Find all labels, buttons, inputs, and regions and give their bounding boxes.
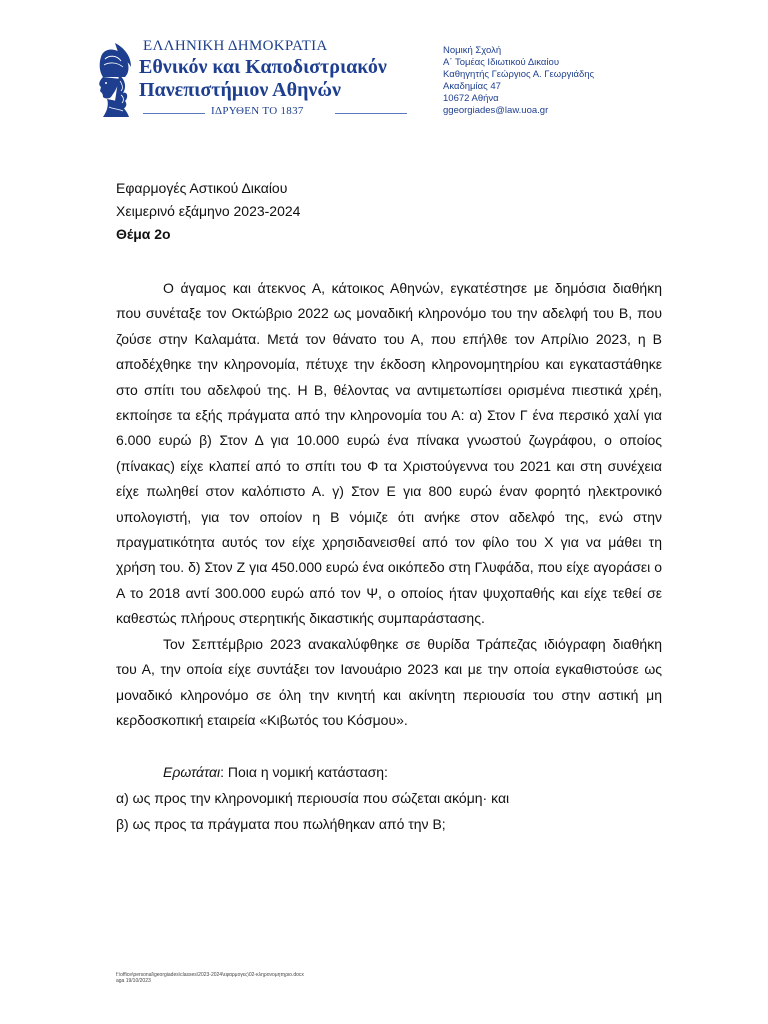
department-label: Α΄ Τομέας Ιδιωτικού Δικαίου [443, 57, 560, 68]
file-footer [116, 972, 304, 984]
university-header [139, 36, 429, 121]
professor-label: Καθηγητής Γεώργιος Α. Γεωργιάδης [443, 69, 595, 80]
hellenic-republic-label: ΕΛΛΗΝΙΚΗ ΔΗΜΟΚΡΑΤΙΑ [143, 38, 328, 54]
question-line [116, 759, 662, 785]
file-path: f:\office\personal\georgiades\classes\2023-2024\εφαρμογες\02-κληρονομητηριο.docx [116, 972, 304, 978]
file-date: aga 19/10/2023 [116, 978, 151, 984]
course-title: Εφαρμογές Αστικού Δικαίου [116, 180, 288, 196]
email-link[interactable]: ggeorgiades@law.uoa.gr [443, 105, 549, 116]
faculty-label: Νομική Σχολή [443, 45, 502, 56]
university-name-line2: Πανεπιστήμιον Αθηνών [139, 79, 341, 101]
founded-label: ΙΔΡΥΘΕΝ ΤΟ 1837 [211, 105, 304, 117]
university-name-line1: Εθνικόν και Καποδιστριακόν [139, 56, 387, 78]
topic-heading: Θέμα 2ο [116, 226, 171, 242]
case-paragraph-1: Ο άγαμος και άτεκνος Α, κάτοικος Αθηνών, εγκατέστησε με δημόσια διαθήκη που συνέταξε τον Οκτώβριο 2022 ως μοναδική κληρονόμο του την αδελφή του Β, που ζούσε στην Καλαμάτα. Μετά τον θάνατο του Α, που επήλθε τον Απρίλιο 2023, η Β αποδέχθηκε την κληρονομία, πέτυχε την έκδοση κληρονομητηρίου και εγκαταστάθηκε στο σπίτι του αδελφού της. Η Β, θέλοντας να αντιμετωπίσει ορισμένα πιεστικά χρέη, εκποίησε τα εξής πράγματα από την κληρονομία του Α: α) Στον Γ ένα περσικό χαλί για 6.000 ευρώ β) Στον Δ για 10.000 ευρώ ένα πίνακα γνωστού ζωγράφου, ο οποίος (πίνακας) είχε κλαπεί από το σπίτι του Φ τα Χριστούγεννα του 2021 και στη συνέχεια είχε πωληθεί στον καλόπιστο Α. γ) Στον Ε για 800 ευρώ έναν φορητό ηλεκτρονικό υπολογιστή, για τον οποίον η Β νόμιζε ότι ανήκε στον αδελφό της, ενώ στην πραγματικότητα αυτός τον είχε χρησιδανεισθεί από τον φίλο του Χ για να μάθει τη χρήση του. δ) Στον Ζ για 450.000 ευρώ ένα οικόπεδο στη Γλυφάδα, που είχε αγοράσει ο Α το 2018 αντί 300.000 ευρώ από τον Ψ, ο οποίος ήταν ψυχοπαθής και είχε τεθεί σε καθεστώς πλήρους στερητικής δικαστικής συμπαράστασης. [116, 280, 662, 627]
athena-head-logo-icon [93, 41, 135, 119]
divider-right [335, 113, 407, 114]
street-address: Ακαδημίας 47 [443, 81, 501, 92]
question-item-b: β) ως προς τα πράγματα που πωλήθηκαν από την Β; [116, 816, 446, 833]
question-label: Ερωτάται [163, 764, 221, 781]
divider-left [143, 113, 205, 114]
question-item-a: α) ως προς την κληρονομική περιουσία που σώζεται ακόμη· και [116, 790, 510, 807]
founded-line [139, 105, 411, 121]
question-text: : Ποια η νομική κατάσταση: [220, 764, 388, 781]
postal-city: 10672 Αθήνα [443, 93, 499, 104]
contact-block [443, 45, 594, 117]
semester-label: Χειμερινό εξάμηνο 2023-2024 [116, 203, 301, 219]
document-body [116, 177, 662, 837]
case-paragraph-2: Τον Σεπτέμβριο 2023 ανακαλύφθηκε σε θυρίδα Τράπεζας ιδιόγραφη διαθήκη του Α, την οποία είχε συντάξει τον Ιανουάριο 2023 και με την οποία εγκαθιστούσε ως μοναδικό κληρονόμο σε όλη την κινητή και ακίνητη περιουσία του στην αστική μη κερδοσκοπική εταιρεία «Κιβωτός του Κόσμου». [116, 635, 662, 728]
